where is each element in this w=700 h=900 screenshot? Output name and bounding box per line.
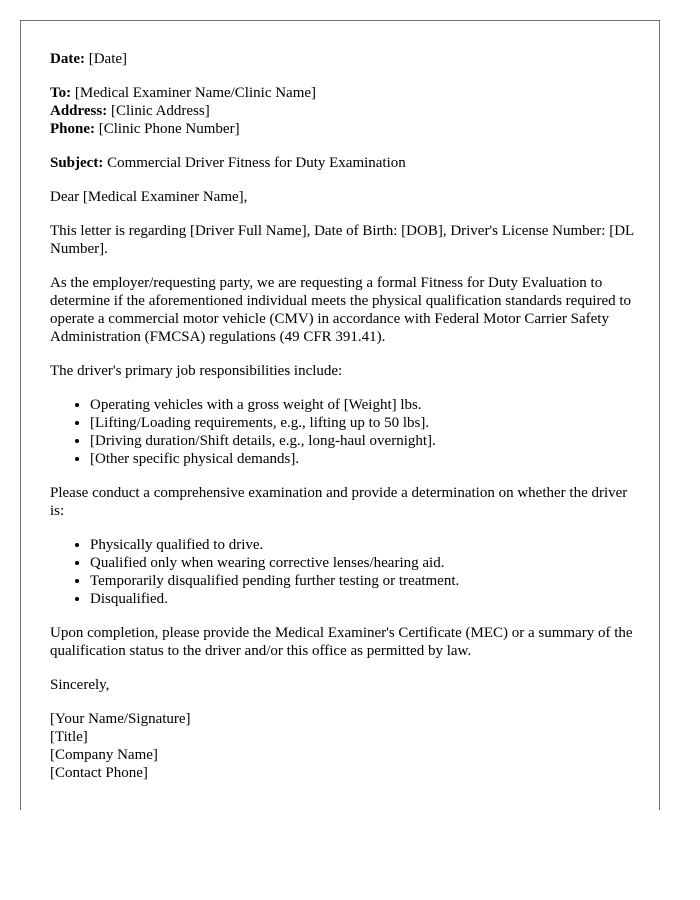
closing: Sincerely,	[50, 677, 110, 693]
responsibilities-list	[50, 396, 640, 468]
signature-contact: [Contact Phone]	[50, 765, 148, 781]
subject-line	[50, 154, 640, 172]
subject-value: Commercial Driver Fitness for Duty Examination	[103, 155, 406, 171]
salutation: Dear [Medical Examiner Name],	[50, 189, 248, 205]
letter-content	[50, 50, 640, 782]
date-label: Date:	[50, 51, 85, 67]
phone-label: Phone:	[50, 121, 95, 137]
list-item: • Physically qualified to drive.	[90, 536, 640, 554]
list-item: • [Other specific physical demands].	[90, 450, 640, 468]
paragraph-completion: Upon completion, please provide the Medical Examiner's Certificate (MEC) or a summary of the qualification status to the driver and/or this office as permitted by law.	[50, 625, 633, 659]
signature-name: [Your Name/Signature]	[50, 711, 191, 727]
date-line	[50, 50, 640, 68]
signature-block	[50, 710, 640, 782]
recipient-block	[50, 84, 640, 138]
address-value: [Clinic Address]	[107, 103, 210, 119]
address-line	[50, 102, 640, 120]
list-item: • [Driving duration/Shift details, e.g., long-haul overnight].	[90, 432, 640, 450]
letter-page	[20, 20, 660, 810]
list-item: • Qualified only when wearing corrective lenses/hearing aid.	[90, 554, 640, 572]
address-label: Address:	[50, 103, 108, 119]
responsibilities-intro: The driver's primary job responsibilities include:	[50, 363, 343, 379]
determinations-list	[50, 536, 640, 608]
subject-label: Subject:	[50, 155, 104, 171]
list-item: • Operating vehicles with a gross weight of [Weight] lbs.	[90, 396, 640, 414]
to-label: To:	[50, 85, 72, 101]
list-item: • Disqualified.	[90, 590, 640, 608]
list-item: • Temporarily disqualified pending further testing or treatment.	[90, 572, 640, 590]
phone-value: [Clinic Phone Number]	[95, 121, 240, 137]
determination-intro: Please conduct a comprehensive examination and provide a determination on whether the driver is:	[50, 485, 628, 519]
paragraph-driver-info: This letter is regarding [Driver Full Name], Date of Birth: [DOB], Driver's License Number: [DL Number].	[50, 223, 634, 257]
signature-title: [Title]	[50, 729, 88, 745]
to-value: [Medical Examiner Name/Clinic Name]	[71, 85, 317, 101]
paragraph-request: As the employer/requesting party, we are requesting a formal Fitness for Duty Evaluation to determine if the aforementioned individual meets the physical qualification standards required to operate a commercial motor vehicle (CMV) in accordance with Federal Motor Carrier Safety Administration (FMCSA) regulations (49 CFR 391.41).	[50, 275, 632, 345]
signature-company: [Company Name]	[50, 747, 158, 763]
date-value: [Date]	[84, 51, 128, 67]
phone-line	[50, 120, 640, 138]
list-item: • [Lifting/Loading requirements, e.g., lifting up to 50 lbs].	[90, 414, 640, 432]
to-line	[50, 84, 640, 102]
